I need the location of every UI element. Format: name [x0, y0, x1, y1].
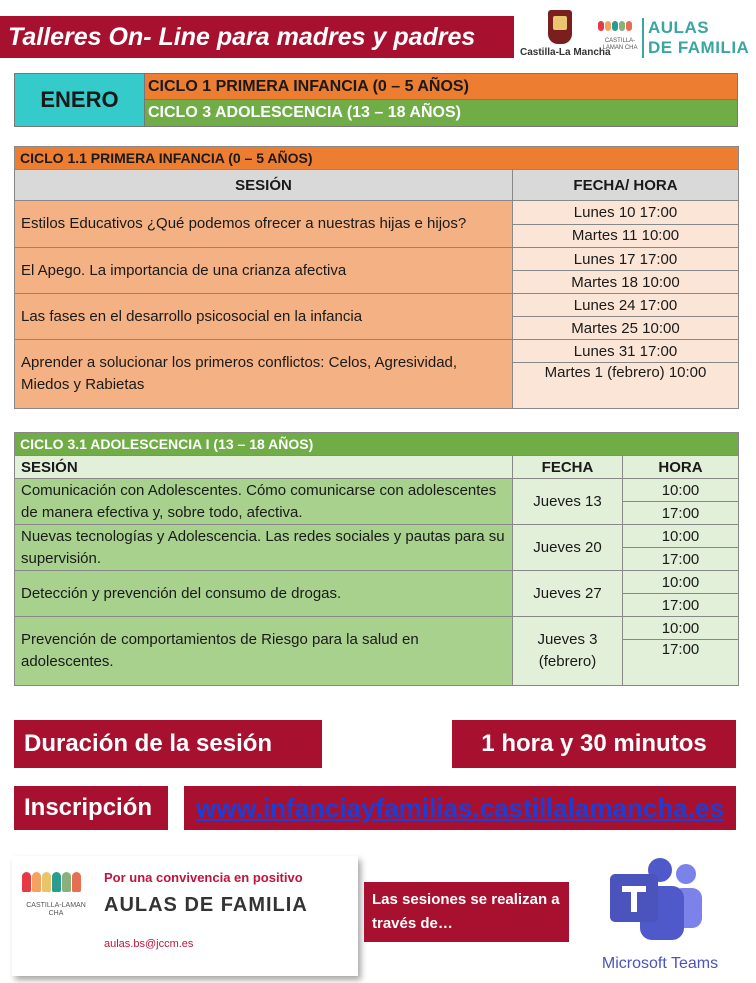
registration-link[interactable]: www.infanciayfamilias.castillalamancha.es [196, 793, 724, 823]
session-day: Jueves 27 [513, 571, 623, 617]
teams-caption: Microsoft Teams [601, 955, 719, 972]
table-row [15, 340, 739, 363]
session-time: 10:00 [623, 479, 739, 502]
session-date: Lunes 24 17:00 [513, 294, 739, 317]
session-time: 10:00 [623, 617, 739, 640]
session-date: Martes 18 10:00 [513, 271, 739, 294]
aulas-logo-line1: AULAS [648, 18, 710, 37]
aulas-de-familia-card [12, 856, 358, 976]
session-name: El Apego. La importancia de una crianza afectiva [15, 248, 513, 294]
aulas-logo-small-caption: CASTILLA-LAMAN CHA [602, 38, 638, 51]
column-header-time: HORA [623, 456, 739, 479]
table-row [15, 248, 739, 271]
table-row [15, 479, 739, 502]
table-title: CICLO 1.1 PRIMERA INFANCIA (0 – 5 AÑOS) [15, 147, 739, 170]
session-name: Las fases en el desarrollo psicosocial en la infancia [15, 294, 513, 340]
column-header-session: SESIÓN [15, 170, 513, 201]
coat-of-arms-icon [548, 10, 572, 44]
family-figures-icon [598, 18, 638, 34]
session-day: Jueves 13 [513, 479, 623, 525]
table-row [15, 571, 739, 594]
family-figures-icon [22, 872, 92, 902]
teams-message: Las sesiones se realizan a través de… [364, 882, 569, 942]
session-date: Lunes 17 17:00 [513, 248, 739, 271]
session-name: Estilos Educativos ¿Qué podemos ofrecer a nuestras hijas e hijos? [15, 201, 513, 248]
cycle1-label: CICLO 1 PRIMERA INFANCIA (0 – 5 AÑOS) [145, 74, 737, 100]
infancy-schedule-table [14, 146, 739, 409]
column-header-date-time: FECHA/ HORA [513, 170, 739, 201]
table-row [15, 201, 739, 225]
card-logo-caption: CASTILLA-LAMAN CHA [26, 902, 86, 917]
gov-logo-caption: Castilla-La Mancha [520, 47, 611, 58]
session-name: Aprender a solucionar los primeros conflictos: Celos, Agresividad, Miedos y Rabietas [15, 340, 513, 409]
column-header-date: FECHA [513, 456, 623, 479]
session-date: Lunes 31 17:00 [513, 340, 739, 363]
table-title: CICLO 3.1 ADOLESCENCIA I (13 – 18 AÑOS) [15, 433, 739, 456]
contact-email[interactable]: aulas.bs@jccm.es [104, 938, 194, 950]
table-row [15, 294, 739, 317]
registration-link-box [184, 786, 736, 830]
session-time: 17:00 [623, 548, 739, 571]
session-time: 10:00 [623, 571, 739, 594]
card-slogan: Por una convivencia en positivo [104, 870, 303, 885]
logo-divider [642, 18, 644, 58]
month-summary [14, 73, 738, 127]
session-time: 10:00 [623, 525, 739, 548]
aulas-de-familia-logo [598, 16, 754, 62]
duration-label: Duración de la sesión [14, 720, 322, 768]
session-date: Martes 11 10:00 [513, 224, 739, 248]
session-name: Prevención de comportamientos de Riesgo para la salud en adolescentes. [15, 617, 513, 686]
session-date: Martes 25 10:00 [513, 317, 739, 340]
session-time: 17:00 [623, 502, 739, 525]
cycle3-label: CICLO 3 ADOLESCENCIA (13 – 18 AÑOS) [145, 100, 737, 126]
page-title: Talleres On- Line para madres y padres [0, 16, 514, 58]
session-name: Detección y prevención del consumo de drogas. [15, 571, 513, 617]
table-row [15, 525, 739, 548]
session-time: 17:00 [623, 594, 739, 617]
session-day: Jueves 3 (febrero) [513, 617, 623, 686]
session-date: Martes 1 (febrero) 10:00 [513, 363, 739, 409]
table-row [15, 617, 739, 640]
session-date: Lunes 10 17:00 [513, 201, 739, 225]
month-label: ENERO [15, 74, 145, 126]
castilla-la-mancha-logo [520, 10, 611, 64]
session-name: Nuevas tecnologías y Adolescencia. Las redes sociales y pautas para su supervisión. [15, 525, 513, 571]
card-title: AULAS DE FAMILIA [104, 894, 308, 916]
registration-label: Inscripción [14, 786, 168, 830]
session-time: 17:00 [623, 640, 739, 686]
adolescence-schedule-table [14, 432, 739, 686]
microsoft-teams-icon [606, 858, 706, 944]
session-day: Jueves 20 [513, 525, 623, 571]
aulas-logo-text [648, 18, 749, 58]
duration-value: 1 hora y 30 minutos [452, 720, 736, 768]
session-name: Comunicación con Adolescentes. Cómo comunicarse con adolescentes de manera efectiva y, sobre todo, afectiva. [15, 479, 513, 525]
column-header-session: SESIÓN [15, 456, 513, 479]
aulas-logo-line2: DE FAMILIA [648, 38, 750, 57]
